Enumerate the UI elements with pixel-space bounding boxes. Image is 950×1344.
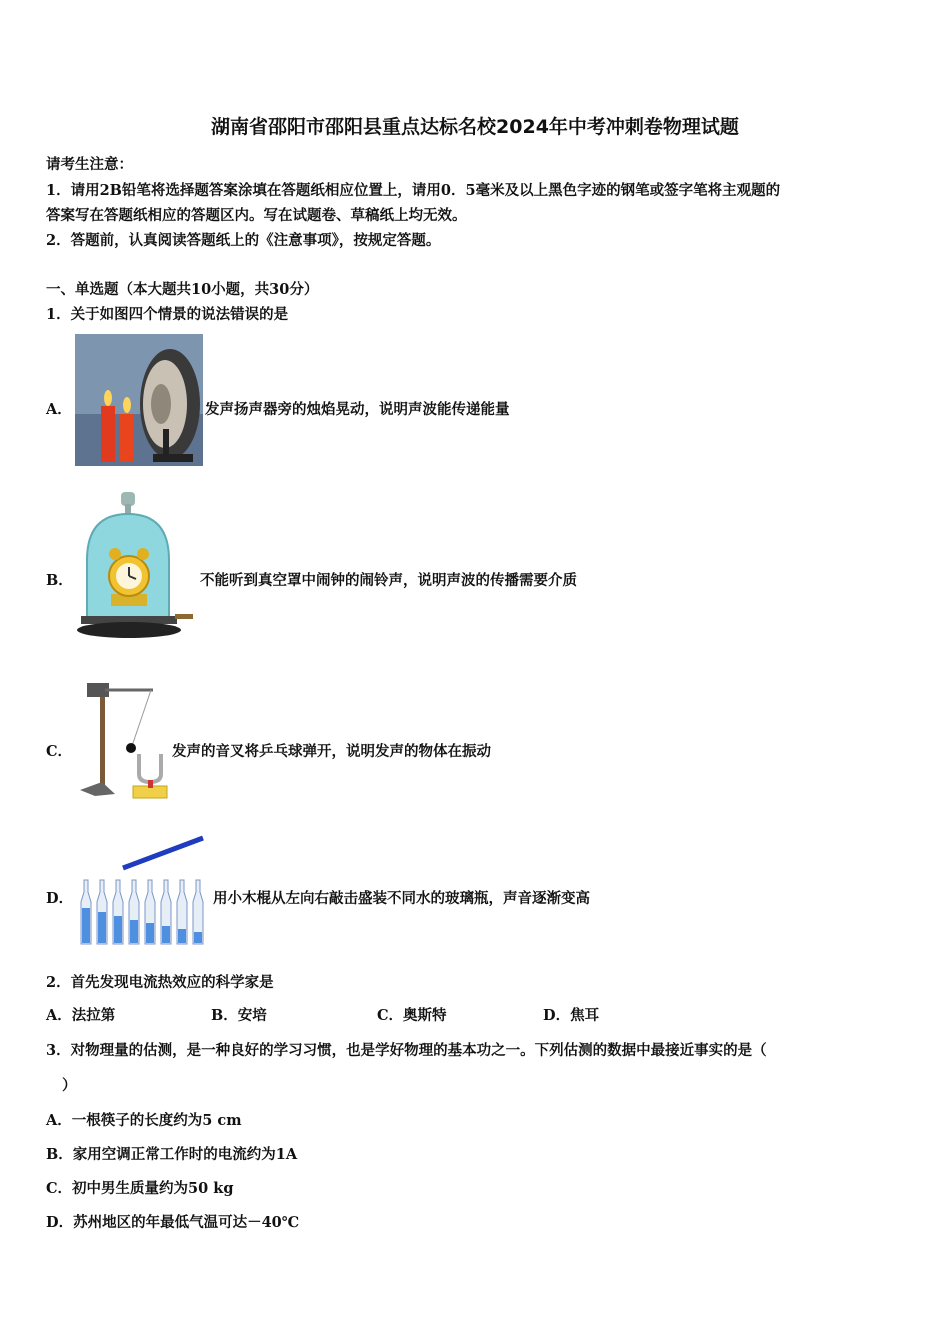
glass-bottles-figure xyxy=(75,832,211,948)
q3-option-b: B．家用空调正常工作时的电流约为1A xyxy=(46,1146,298,1163)
q3-stem: 3．对物理量的估测，是一种良好的学习习惯，也是学好物理的基本功之一。下列估测的数据中最接近事实的是（ xyxy=(46,1042,767,1059)
q2-option-d: D．焦耳 xyxy=(543,1007,600,1024)
q3-stem-cont: ） xyxy=(62,1077,77,1094)
notice-heading: 请考生注意： xyxy=(46,156,133,173)
bell-jar-alarm-clock-figure xyxy=(75,490,197,642)
q1-stem: 1．关于如图四个情景的说法错误的是 xyxy=(46,306,289,323)
q3-option-c: C．初中男生质量约为50 kg xyxy=(46,1180,234,1197)
q1-option-b-text: 不能听到真空罩中闹钟的闹铃声，说明声波的传播需要介质 xyxy=(200,572,577,589)
q1-option-b-label: B． xyxy=(46,572,73,589)
q1-option-c-text: 发声的音叉将乒乓球弹开，说明发声的物体在振动 xyxy=(172,743,491,760)
notice-line-2: 2．答题前，认真阅读答题纸上的《注意事项》，按规定答题。 xyxy=(46,232,441,249)
q2-option-b: B．安培 xyxy=(211,1007,267,1024)
tuning-fork-pingpong-figure xyxy=(75,678,170,802)
section-heading: 一、单选题（本大题共10小题，共30分） xyxy=(46,281,319,298)
q3-option-d: D．苏州地区的年最低气温可达－40℃ xyxy=(46,1214,300,1231)
q3-option-a: A．一根筷子的长度约为5 cm xyxy=(46,1112,242,1129)
notice-line-1a: 1．请用2B铅笔将选择题答案涂填在答题纸相应位置上，请用0．5毫米及以上黑色字迹的钢笔或签字笔将主观题的 xyxy=(46,182,781,199)
q1-option-a-label: A． xyxy=(46,401,72,418)
q1-option-d-text: 用小木棍从左向右敲击盛装不同水的玻璃瓶，声音逐渐变高 xyxy=(213,890,590,907)
q1-option-a-text: 发声扬声器旁的烛焰晃动，说明声波能传递能量 xyxy=(205,401,510,418)
q1-option-c-label: C． xyxy=(46,743,73,760)
speaker-candle-figure xyxy=(75,334,203,466)
q2-option-c: C．奥斯特 xyxy=(377,1007,447,1024)
q2-option-a: A．法拉第 xyxy=(46,1007,116,1024)
page-title: 湖南省邵阳市邵阳县重点达标名校2024年中考冲刺卷物理试题 xyxy=(211,116,739,138)
notice-line-1b: 答案写在答题纸相应的答题区内。写在试题卷、草稿纸上均无效。 xyxy=(46,207,467,224)
q1-option-d-label: D． xyxy=(46,890,74,907)
q2-stem: 2．首先发现电流热效应的科学家是 xyxy=(46,974,274,991)
